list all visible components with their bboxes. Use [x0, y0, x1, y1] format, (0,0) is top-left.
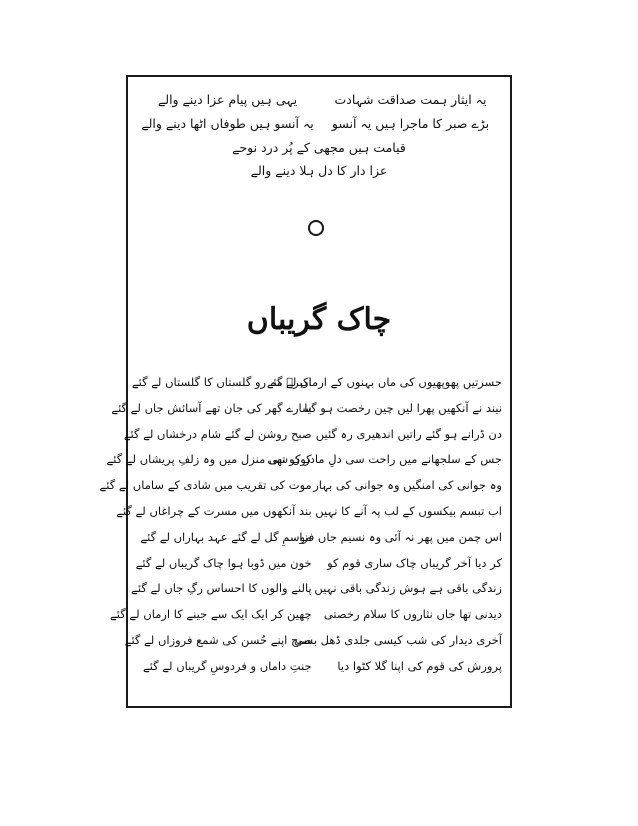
verse-second-half: اکبرؑ مہ رو گلستاں کا گلستاں لے گئے — [131, 375, 312, 389]
verse-first-half: حسرتیں پھوپھیوں کی ماں بہنوں کے ارماں لے گئے — [266, 375, 502, 389]
poem-couplet — [131, 370, 502, 396]
verse-first-half: بڑے صبر کا ماجرا ہیں یہ آنسو — [331, 116, 490, 131]
verse-first-half: زندگی باقی ہے ہوش زندگی باقی نہیں — [314, 581, 502, 596]
closing-line: عزا دار کا دل ہلا دینے والے — [250, 163, 388, 178]
verse-first-half: دیدنی تھا جاں نثاروں کا سلام رخصتی — [323, 607, 502, 622]
verse-second-half: کون سی منزل میں وہ زلفِ پریشاں لے گئے — [106, 452, 312, 467]
poem-couplet — [136, 551, 502, 577]
verse-second-half: یہ آنسو ہیں طوفاں اٹھا دینے والے — [141, 116, 314, 131]
verse-second-half: جنتِ داماں و فردوسِ گریباں لے گئے — [142, 658, 312, 673]
closing-line: قیامت ہیں مجھی کے پُر درد نوحے — [232, 140, 406, 155]
verse-second-half: پالنے والوں کا احساس رگِ جاں لے گئے — [131, 581, 312, 596]
verse-second-half: موت کی تقریب میں شادی کے ساماں لے گئے — [99, 478, 312, 493]
verse-second-half: یہی ہیں پیام عزا دینے والے — [157, 92, 298, 107]
verse-second-half: چھین کر ایک ایک سے جینے کا ارماں لے گئے — [110, 607, 312, 622]
verse-second-half: موسمِ گل لے گئے عہد بہاراں لے گئے — [140, 529, 312, 544]
poem-couplet — [131, 576, 502, 602]
verse-first-half: جس کے سلجھانے میں راحت سی دلِ مادر کو تھی — [267, 452, 502, 467]
poem-body — [99, 370, 502, 680]
verse-first-half: کر دیا آخر گریباں چاک ساری قوم کو — [327, 555, 502, 570]
poem-title: چاک گریباں — [246, 302, 392, 337]
poem-couplet — [106, 447, 502, 473]
verse-second-half: بند آنکھوں میں مسرت کے چراغاں لے گئے — [116, 503, 312, 518]
verse-first-half: آخری دیدار کی شب کیسی جلدی ڈھل بسی — [293, 632, 502, 647]
verse-first-half: دن ڈرانے ہو گئے راتیں اندھیری رہ گئیں — [315, 426, 502, 441]
verse-first-half: وہ جوانی کی امنگیں وہ جوانی کی بہار — [313, 478, 502, 493]
verse-first-half: نیند نے آنکھیں پھرا لیں چین رخصت ہو گیا — [304, 400, 502, 415]
opening-couplet — [136, 88, 502, 112]
poem-couplet — [116, 499, 502, 525]
verse-second-half: صبح روشن لے گئے شام درخشاں لے گئے — [123, 426, 312, 441]
verse-second-half: صبح اپنے حُسن کی شمع فروزاں لے گئے — [124, 632, 312, 647]
poem-couplet — [123, 422, 502, 448]
poem-couplet — [110, 602, 502, 628]
verse-second-half: سارے گھر کی جان تھے آسائش جاں لے گئے — [111, 400, 312, 415]
poem-couplet — [136, 525, 502, 551]
verse-first-half: اس چمن میں پھر نہ آئی وہ نسیم جاں فزا — [299, 529, 502, 544]
opening-couplet — [136, 112, 502, 136]
poem-couplet — [124, 628, 502, 654]
verse-second-half: خون میں ڈوبا ہوا چاک گریباں لے گئے — [135, 555, 312, 570]
verse-first-half: اب تبسم بیکسوں کے لب پہ آنے کا نہیں — [315, 503, 502, 518]
circle-ornament-icon — [308, 220, 324, 236]
opening-verses — [136, 88, 502, 182]
poem-couplet — [136, 654, 502, 680]
verse-first-half: پرورش کی قوم کی اپنا گلا کٹوا دیا — [337, 658, 502, 673]
verse-first-half: یہ ایثار ہمت صداقت شہادت — [334, 92, 487, 107]
poem-couplet — [99, 473, 502, 499]
poem-couplet — [111, 396, 502, 422]
